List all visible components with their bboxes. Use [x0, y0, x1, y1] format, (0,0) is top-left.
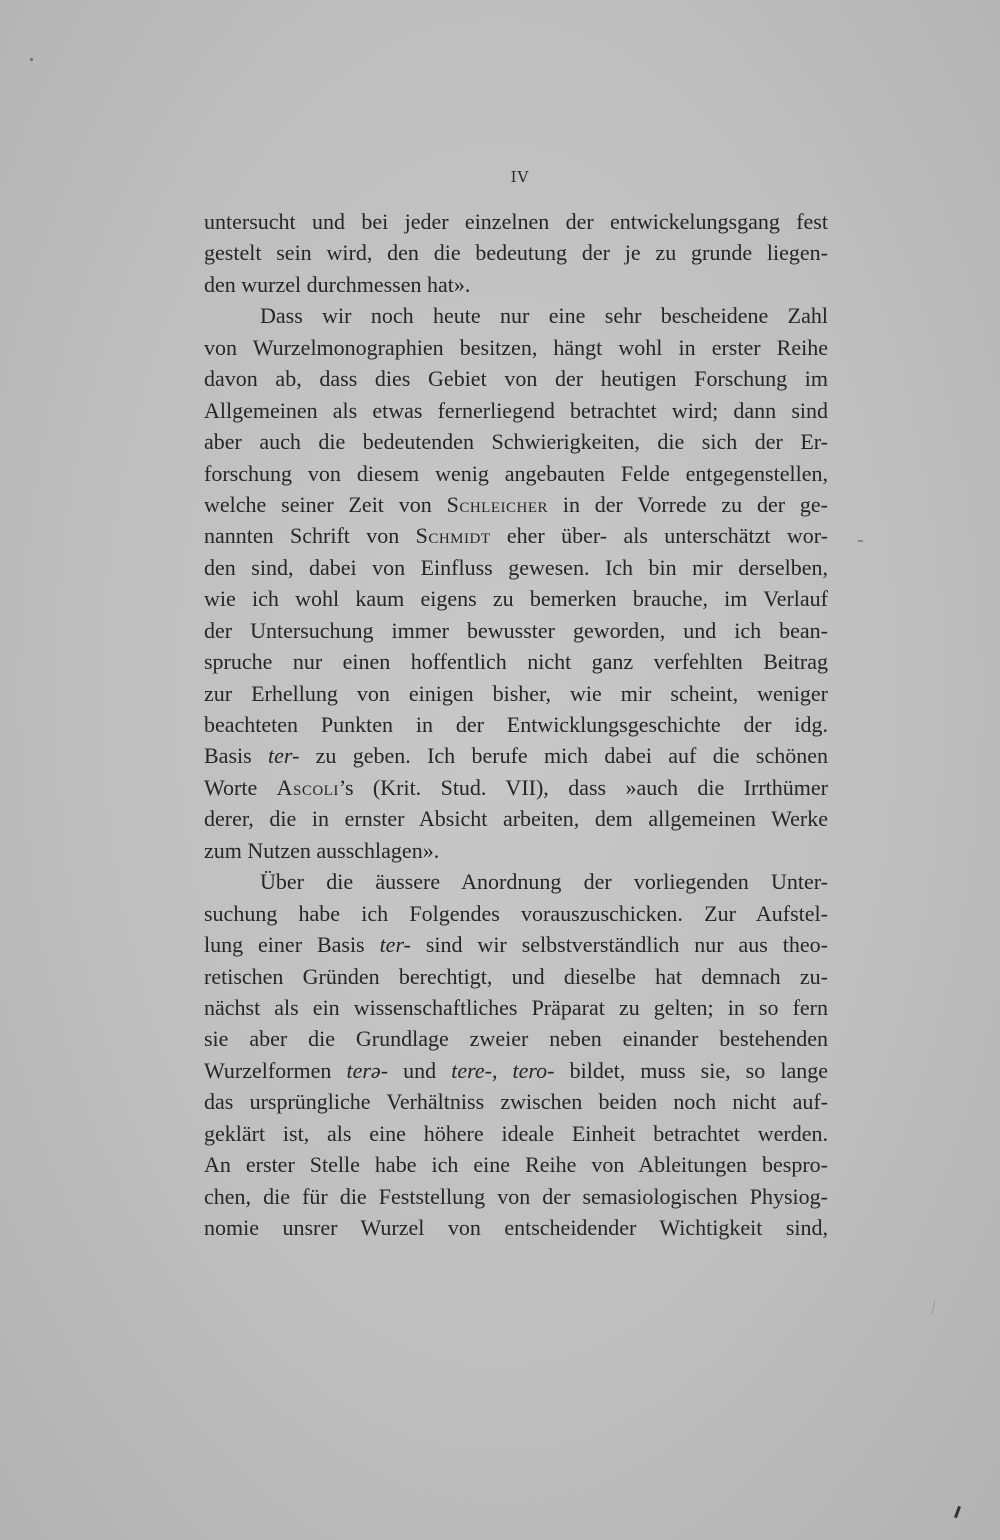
text-line: [204, 458, 828, 489]
text-segment: lung einer Basis: [204, 932, 380, 958]
text-segment: spruche nur einen hoffentlich nicht ganz verfehlten Beitrag: [204, 649, 828, 675]
text-line: [204, 1212, 828, 1243]
text-line: [204, 740, 828, 771]
text-line: [204, 646, 828, 677]
text-segment: gestelt sein wird, den die bedeutung der je zu grunde liegen-: [204, 240, 828, 266]
text-segment: Über die äussere Anordnung der vorliegenden Unter-: [260, 869, 828, 895]
text-segment: ’s (Krit. Stud. VII), dass »auch die Irrthümer: [338, 774, 828, 800]
text-line: [204, 1055, 828, 1086]
text-segment: suchung habe ich Folgendes vorauszuschicken. Zur Aufstel-: [204, 900, 828, 926]
text-line: [204, 237, 828, 268]
text-segment: wie ich wohl kaum eigens zu bemerken brauche, im Verlauf: [204, 586, 828, 612]
text-segment: nächst als ein wissenschaftliches Präparat zu gelten; in so fern: [204, 994, 828, 1020]
text-segment: von Wurzelmonographien besitzen, hängt wohl in erster Reihe: [204, 334, 828, 360]
text-line: [204, 395, 828, 426]
text-segment: welche seiner Zeit von: [204, 491, 447, 517]
ink-mark: [954, 1506, 961, 1518]
text-line: [204, 866, 828, 897]
text-segment: Basis: [204, 743, 268, 769]
text-segment: untersucht und bei jeder einzelnen der entwickelungsgang fest: [204, 209, 828, 234]
text-segment: beachteten Punkten in der Entwicklungsgeschichte der idg.: [204, 712, 828, 737]
italic-term: ter-: [379, 932, 411, 958]
text-line: [204, 300, 828, 331]
text-segment: den sind, dabei von Einfluss gewesen. Ich bin mir derselben,: [204, 554, 828, 580]
text-line: [204, 709, 828, 740]
text-line: [204, 1149, 828, 1180]
italic-term: tere-, tero-: [451, 1057, 555, 1083]
text-segment: retischen Gründen berechtigt, und dieselbe hat demnach zu-: [204, 963, 828, 989]
text-segment: Wurzelformen: [204, 1057, 347, 1083]
text-line: [204, 1086, 828, 1117]
text-segment: geklärt ist, als eine höhere ideale Einheit betrachtet werden.: [204, 1120, 828, 1146]
text-line: [204, 269, 828, 300]
text-line: [204, 1181, 828, 1212]
author-name: Schmidt: [415, 523, 491, 549]
page-number: IV: [510, 168, 530, 186]
text-line: [204, 835, 828, 866]
text-line: [204, 426, 828, 457]
text-segment: Worte: [204, 774, 277, 800]
text-line: [204, 898, 828, 929]
text-line: [204, 803, 828, 834]
text-segment: nomie unsrer Wurzel von entscheidender Wichtigkeit sind,: [204, 1215, 828, 1240]
body-text: [204, 206, 828, 1243]
text-segment: bildet, muss sie, so lange: [554, 1057, 828, 1083]
text-segment: in der Vorrede zu der ge-: [548, 491, 828, 517]
text-line: [204, 961, 828, 992]
text-segment: An erster Stelle habe ich eine Reihe von Ableitungen bespro-: [204, 1152, 828, 1178]
page-speck: [858, 540, 863, 542]
text-line: [204, 363, 828, 394]
text-segment: der Untersuchung immer bewusster geworden, und ich bean-: [204, 617, 828, 643]
page-scratch: [932, 1300, 935, 1314]
text-segment: sind wir selbstverständlich nur aus theo-: [410, 932, 828, 958]
text-segment: aber auch die bedeutenden Schwierigkeiten, die sich der Er-: [204, 429, 828, 455]
author-name: Schleicher: [446, 491, 548, 517]
text-line: [204, 552, 828, 583]
text-segment: forschung von diesem wenig angebauten Felde entgegenstellen,: [204, 460, 828, 486]
author-name: Ascoli: [276, 774, 339, 800]
italic-term: ter-: [268, 743, 300, 769]
text-line: [204, 615, 828, 646]
text-segment: nannten Schrift von: [204, 523, 416, 549]
text-line: [204, 1023, 828, 1054]
text-segment: chen, die für die Feststellung von der semasiologischen Physiog-: [204, 1183, 828, 1209]
text-segment: davon ab, dass dies Gebiet von der heutigen Forschung im: [204, 366, 828, 392]
text-segment: das ursprüngliche Verhältniss zwischen beiden noch nicht auf-: [204, 1089, 828, 1115]
text-line: [204, 520, 828, 551]
text-segment: derer, die in ernster Absicht arbeiten, dem allgemeinen Werke: [204, 806, 828, 832]
text-segment: zu geben. Ich berufe mich dabei auf die schönen: [299, 743, 828, 769]
text-line: [204, 1118, 828, 1149]
text-segment: Dass wir noch heute nur eine sehr bescheidene Zahl: [260, 303, 828, 329]
text-line: [204, 583, 828, 614]
text-segment: eher über- als unterschätzt wor-: [490, 523, 828, 549]
text-segment: zur Erhellung von einigen bisher, wie mir scheint, weniger: [204, 680, 828, 706]
text-line: [204, 992, 828, 1023]
text-segment: sie aber die Grundlage zweier neben einander bestehenden: [204, 1026, 828, 1052]
text-line: [204, 678, 828, 709]
page-speck: [30, 58, 33, 61]
text-segment: Allgemeinen als etwas fernerliegend betrachtet wird; dann sind: [204, 397, 828, 423]
text-segment: den wurzel durchmessen hat».: [204, 271, 471, 297]
text-line: [204, 772, 828, 803]
italic-term: terə-: [346, 1057, 389, 1083]
text-segment: zum Nutzen ausschlagen».: [204, 837, 440, 863]
text-line: [204, 929, 828, 960]
text-line: [204, 489, 828, 520]
text-line: [204, 206, 828, 237]
text-line: [204, 332, 828, 363]
text-segment: und: [388, 1057, 452, 1083]
